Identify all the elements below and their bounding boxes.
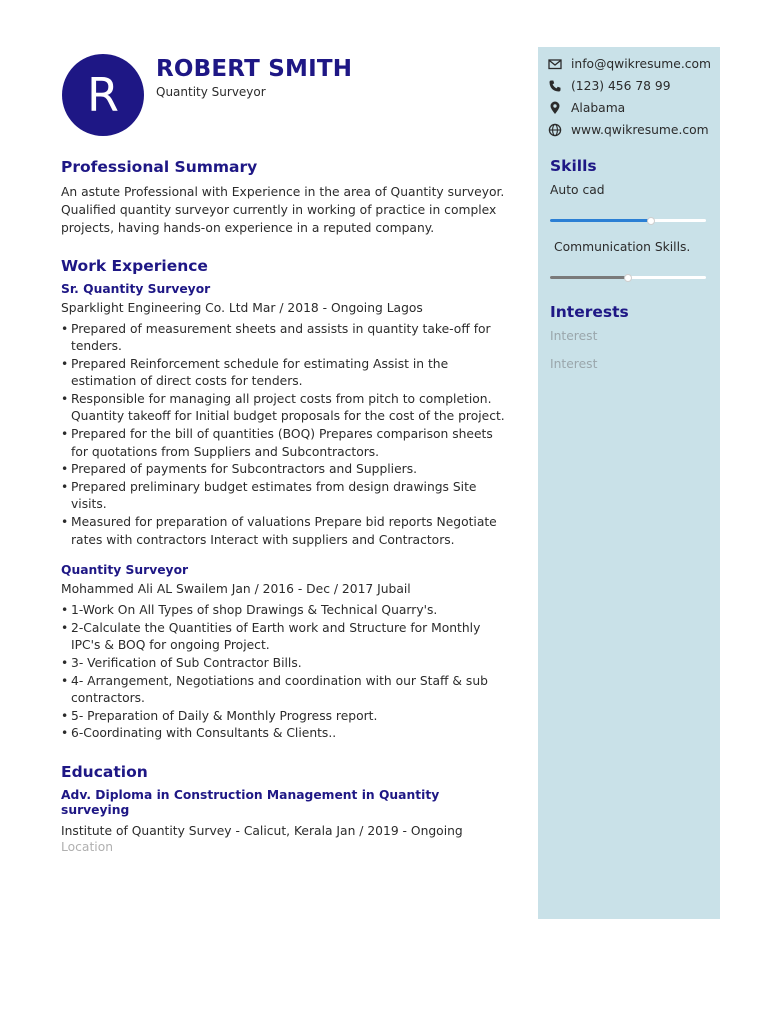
skill-label: Communication Skills. — [554, 240, 691, 254]
contact-email-text: info@qwikresume.com — [571, 57, 712, 71]
list-item: • 2-Calculate the Quantities of Earth work and Structure for Monthly IPC's & BOQ for ongoing Project. — [61, 620, 506, 655]
candidate-title: Quantity Surveyor — [156, 85, 266, 99]
contact-location-text: Alabama — [571, 101, 626, 115]
interests-heading: Interests — [550, 303, 629, 321]
skills-heading: Skills — [550, 157, 597, 175]
skill-bar — [550, 219, 706, 222]
skill-bar-knob — [624, 274, 632, 282]
job-entry — [61, 563, 506, 743]
job-entry — [61, 282, 506, 549]
contact-website[interactable] — [548, 119, 711, 141]
candidate-name: ROBERT SMITH — [156, 56, 353, 82]
experience-heading: Work Experience — [61, 257, 208, 275]
education-heading: Education — [61, 762, 148, 781]
list-item: • 3- Verification of Sub Contractor Bills. — [61, 655, 506, 672]
summary-text: An astute Professional with Experience in the area of Quantity surveyor. Qualified quantity surveyor currently in working of practice in complex projects, having hands-on experience in a reputed company. — [61, 185, 505, 235]
summary-heading: Professional Summary — [61, 158, 258, 176]
education-section — [61, 763, 506, 854]
contact-email[interactable] — [548, 53, 711, 75]
skill-bar-knob — [647, 217, 655, 225]
contact-list — [548, 53, 711, 141]
education-location: Location — [61, 839, 114, 854]
skill-bar-fill — [550, 276, 628, 279]
contact-phone-text: (123) 456 78 99 — [571, 79, 671, 93]
list-item: • Prepared of payments for Subcontractors and Suppliers. — [61, 461, 506, 478]
list-item: • Prepared of measurement sheets and assists in quantity take-off for tenders. — [61, 321, 506, 356]
list-item: • Prepared preliminary budget estimates from design drawings Site visits. — [61, 479, 506, 514]
interest-item: Interest — [550, 357, 598, 371]
contact-phone[interactable] — [548, 75, 711, 97]
list-item: • Responsible for managing all project costs from pitch to completion. Quantity takeoff for Initial budget proposals for the cost of the project. — [61, 391, 506, 426]
contact-location — [548, 97, 711, 119]
list-item: • Prepared for the bill of quantities (BOQ) Prepares comparison sheets for quotations from Suppliers and Subcontractors. — [61, 426, 506, 461]
sidebar — [538, 47, 720, 919]
list-item: • 1-Work On All Types of shop Drawings & Technical Quarry's. — [61, 602, 506, 619]
education-institute: Institute of Quantity Survey - Calicut, Kerala Jan / 2019 - Ongoing — [61, 823, 463, 838]
job-bullets — [61, 321, 506, 549]
contact-website-text: www.qwikresume.com — [571, 123, 709, 137]
job-meta: Sparklight Engineering Co. Ltd Mar / 2018 - Ongoing Lagos — [61, 301, 423, 315]
job-title: Sr. Quantity Surveyor — [61, 282, 211, 296]
list-item: • Measured for preparation of valuations Prepare bid reports Negotiate rates with contractors Interact with suppliers and Contractors. — [61, 514, 506, 549]
experience-section — [61, 257, 506, 743]
interest-item: Interest — [550, 329, 598, 343]
summary-section — [61, 158, 506, 237]
job-title: Quantity Surveyor — [61, 562, 189, 577]
main-column — [61, 158, 506, 854]
avatar-initial: R — [87, 68, 119, 122]
globe-icon — [548, 123, 562, 137]
skill-bar-fill — [550, 219, 651, 222]
list-item: • 4- Arrangement, Negotiations and coordination with our Staff & sub contractors. — [61, 673, 506, 708]
map-marker-icon — [548, 101, 562, 115]
education-degree: Adv. Diploma in Construction Management in Quantity surveying — [61, 787, 440, 817]
list-item: • 6-Coordinating with Consultants & Clients.. — [61, 725, 506, 742]
list-item: • 5- Preparation of Daily & Monthly Progress report. — [61, 708, 506, 725]
envelope-icon — [548, 57, 562, 71]
job-bullets — [61, 602, 506, 743]
avatar — [62, 54, 144, 136]
job-meta: Mohammed Ali AL Swailem Jan / 2016 - Dec / 2017 Jubail — [61, 581, 411, 596]
list-item: • Prepared Reinforcement schedule for estimating Assist in the estimation of direct costs for tenders. — [61, 356, 506, 391]
skill-label: Auto cad — [550, 183, 605, 197]
skill-bar — [550, 276, 706, 279]
phone-icon — [548, 79, 562, 93]
